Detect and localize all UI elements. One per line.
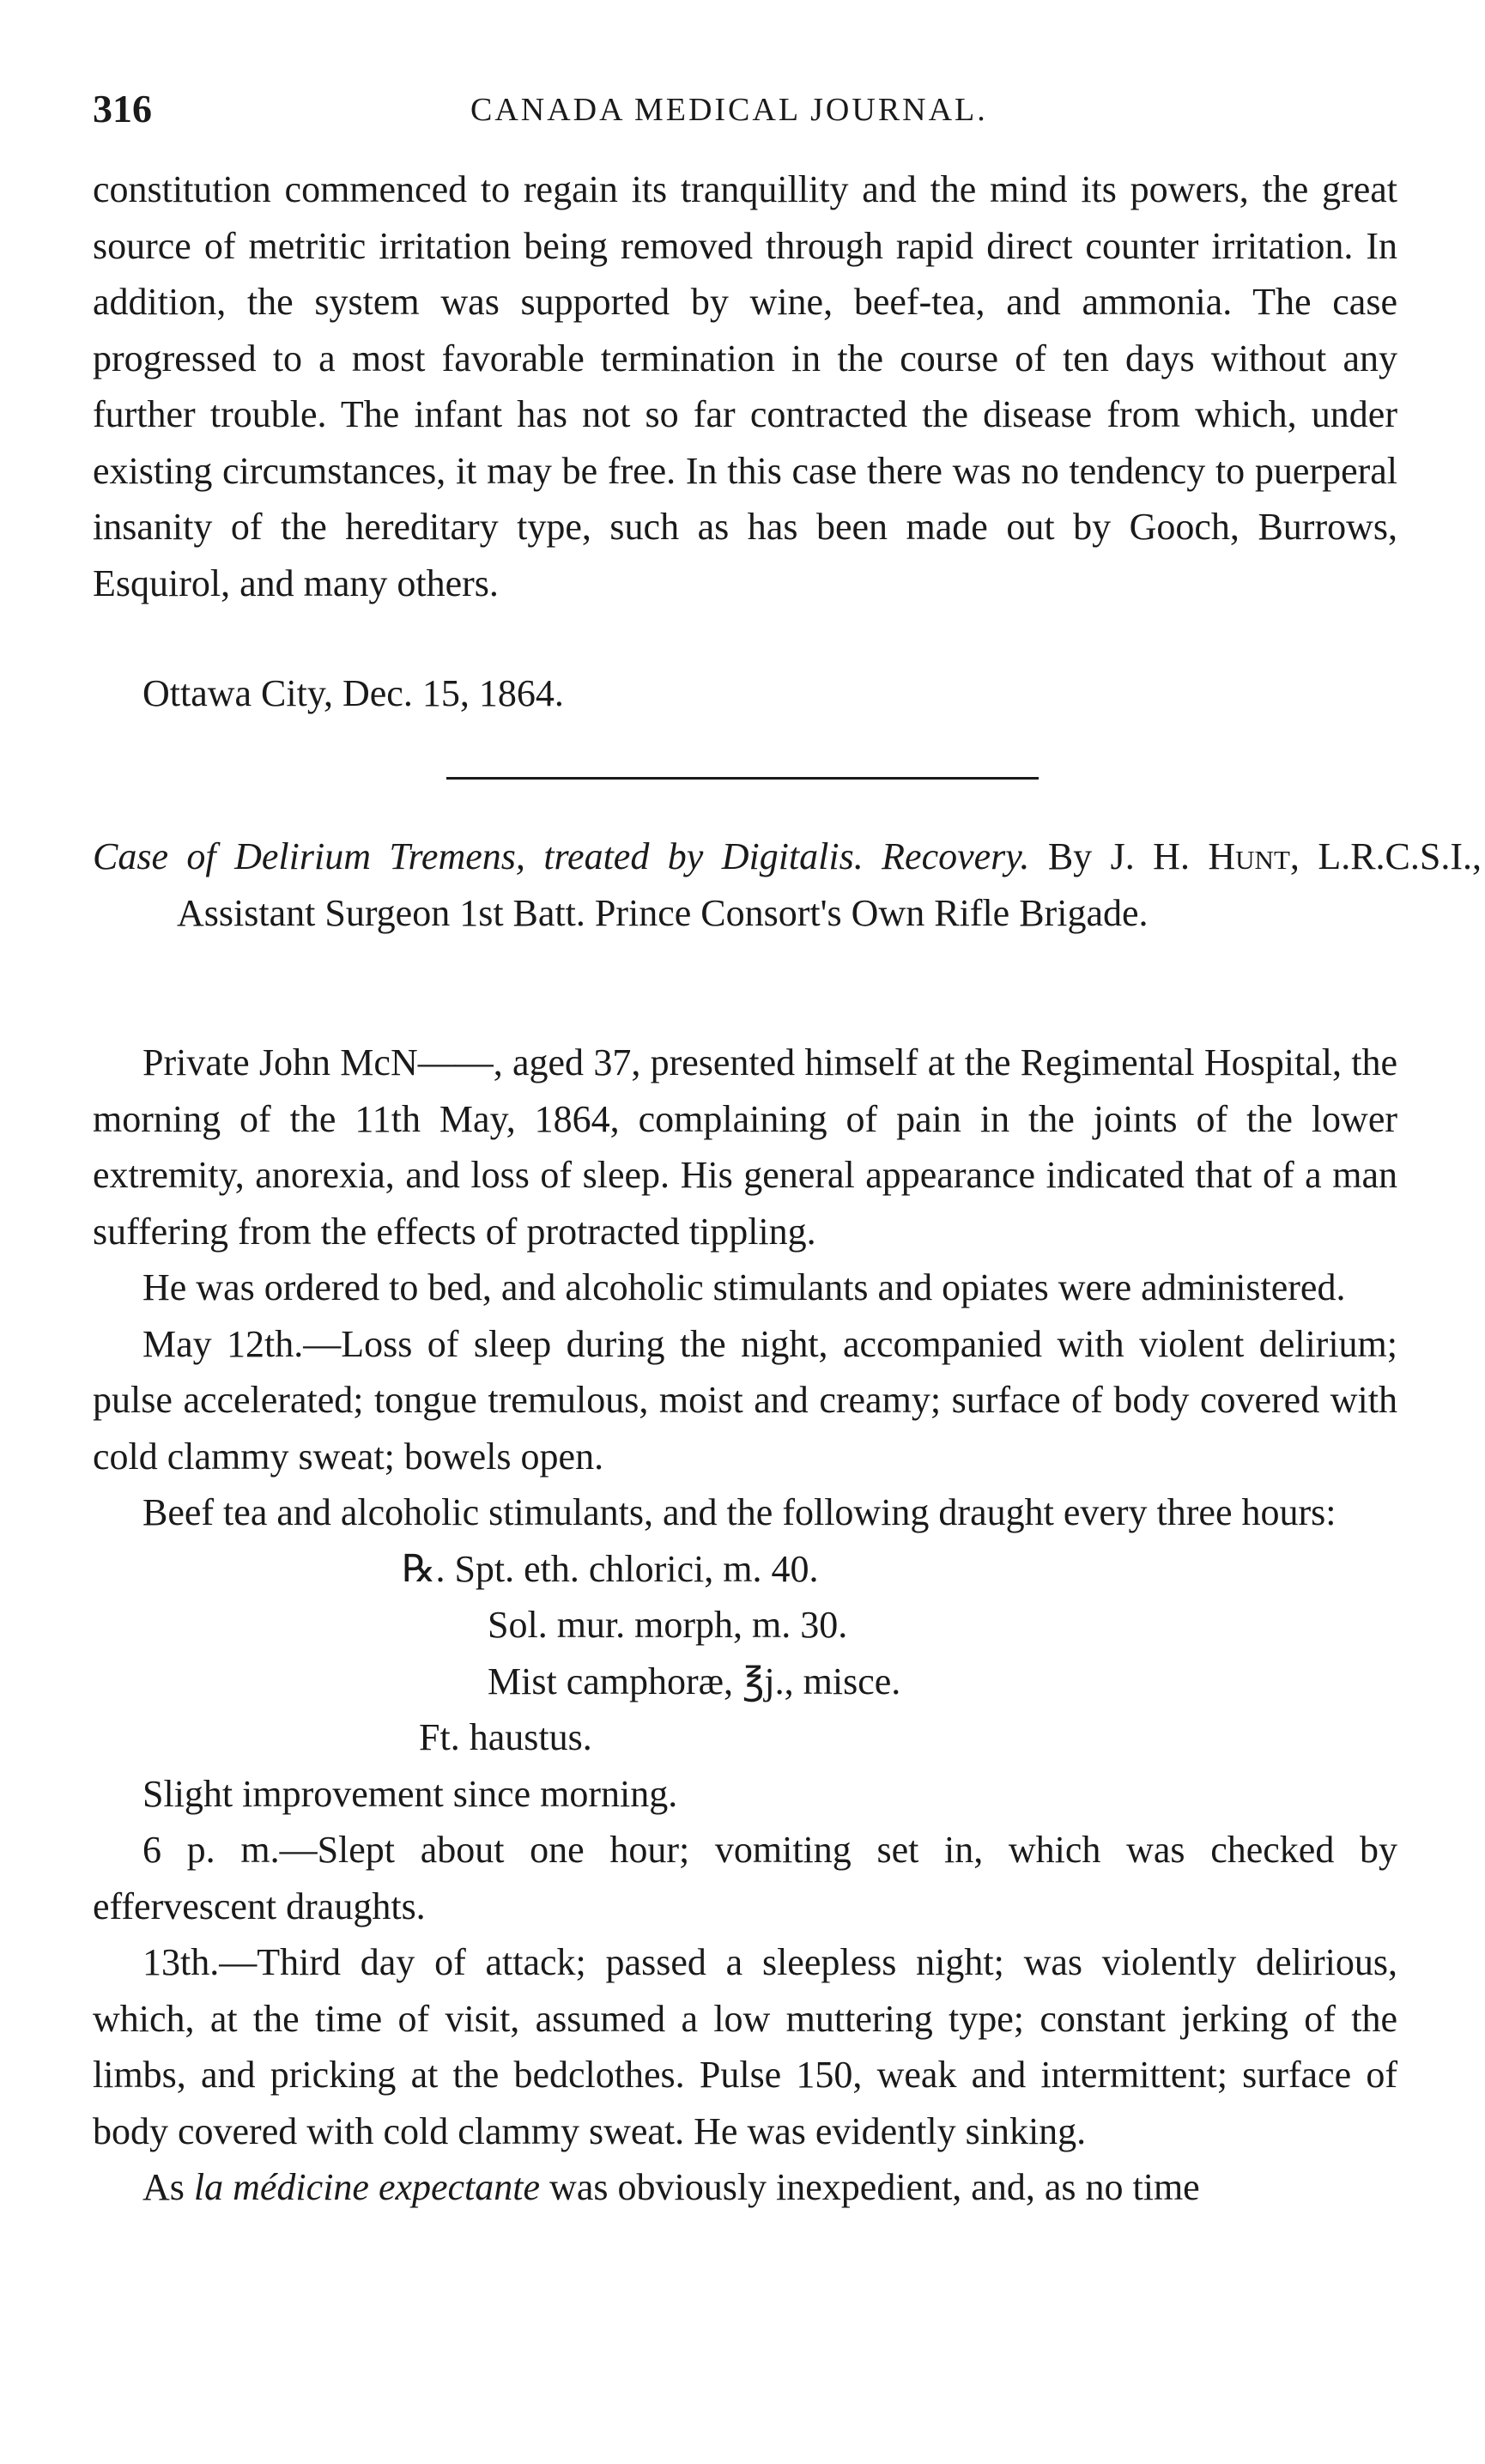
journal-title: CANADA MEDICAL JOURNAL. (470, 92, 988, 128)
paragraph-8-rest: was obviously inexpedient, and, as no time (549, 2166, 1200, 2208)
paragraph-3: May 12th.—Loss of sleep during the night, accompanied with violent delirium; pulse accelerated; tongue tremulous, moist and creamy; surface of body covered with cold clammy sweat; bowels open. (93, 1322, 1397, 1478)
paragraph-4: Beef tea and alcoholic stimulants, and the following draught every three hours: (142, 1491, 1336, 1533)
prescription-line: Sol. mur. morph, m. 30. (488, 1604, 848, 1646)
continued-paragraph: constitution commenced to regain its tranquillity and the mind its powers, the great source of metritic irritation being removed through rapid direct counter irritation. In addition, the system was supported by wine, beef-tea, and ammonia. The case progressed to a most favorable termination in the course of ten days without any further trouble. The infant has not so far contracted the disease from which, under existing circumstances, it may be free. In this case there was no tendency to puerperal insanity of the hereditary type, such as has been made out by Gooch, Burrows, Esquirol, and many others. (93, 168, 1397, 604)
paragraph-6: 6 p. m.—Slept about one hour; vomiting set in, which was checked by effervescent draughts. (93, 1829, 1397, 1927)
author-name: Hunt (1208, 835, 1290, 877)
page-number: 316 (93, 87, 152, 130)
paragraph-1: Private John McN——, aged 37, presented himself at the Regimental Hospital, the morning of the 11th May, 1864, complaining of pain in the joints of the lower extremity, anorexia, and loss of sleep. His general appearance indicated that of a man suffering from the effects of protracted tippling. (93, 1041, 1397, 1253)
author-prefix: By J. H. (1047, 835, 1190, 877)
paragraph-2: He was ordered to bed, and alcoholic stimulants and opiates were administered. (142, 1266, 1346, 1308)
paragraph-8-italic: la médicine expectante (193, 2166, 541, 2208)
prescription-line: Ft. haustus. (419, 1716, 592, 1758)
continued-paragraph-block (93, 161, 1397, 611)
case-report-body (93, 1035, 1397, 2216)
article-title-block (93, 828, 1482, 941)
paragraph-5: Slight improvement since morning. (142, 1772, 678, 1815)
prescription (93, 1541, 1397, 1766)
paragraph-7: 13th.—Third day of attack; passed a sleepless night; was violently delirious, which, at the time of visit, assumed a low muttering type; constant jerking of the limbs, and pricking at the bedclothes. Pulse 150, weak and intermittent; surface of body covered with cold clammy sweat. He was evidently sinking. (93, 1941, 1397, 2152)
section-divider (446, 777, 1039, 780)
prescription-line: Mist camphoræ, ℥j., misce. (488, 1660, 901, 1702)
article-title: Case of Delirium Tremens, treated by Digitalis. Recovery. (93, 835, 1030, 877)
paragraph-8 (93, 2159, 1397, 2216)
dateline: Ottawa City, Dec. 15, 1864. (142, 672, 564, 714)
author-credentials: , L.R.C.S.I., Assistant Surgeon 1st Batt. Prince Consort's Own Rifle Brigade. (177, 835, 1482, 934)
running-head (93, 86, 1399, 137)
dateline-block (93, 665, 1397, 722)
prescription-line: ℞. Spt. eth. chlorici, m. 40. (402, 1547, 819, 1590)
paragraph-8-prefix: As (142, 2166, 185, 2208)
